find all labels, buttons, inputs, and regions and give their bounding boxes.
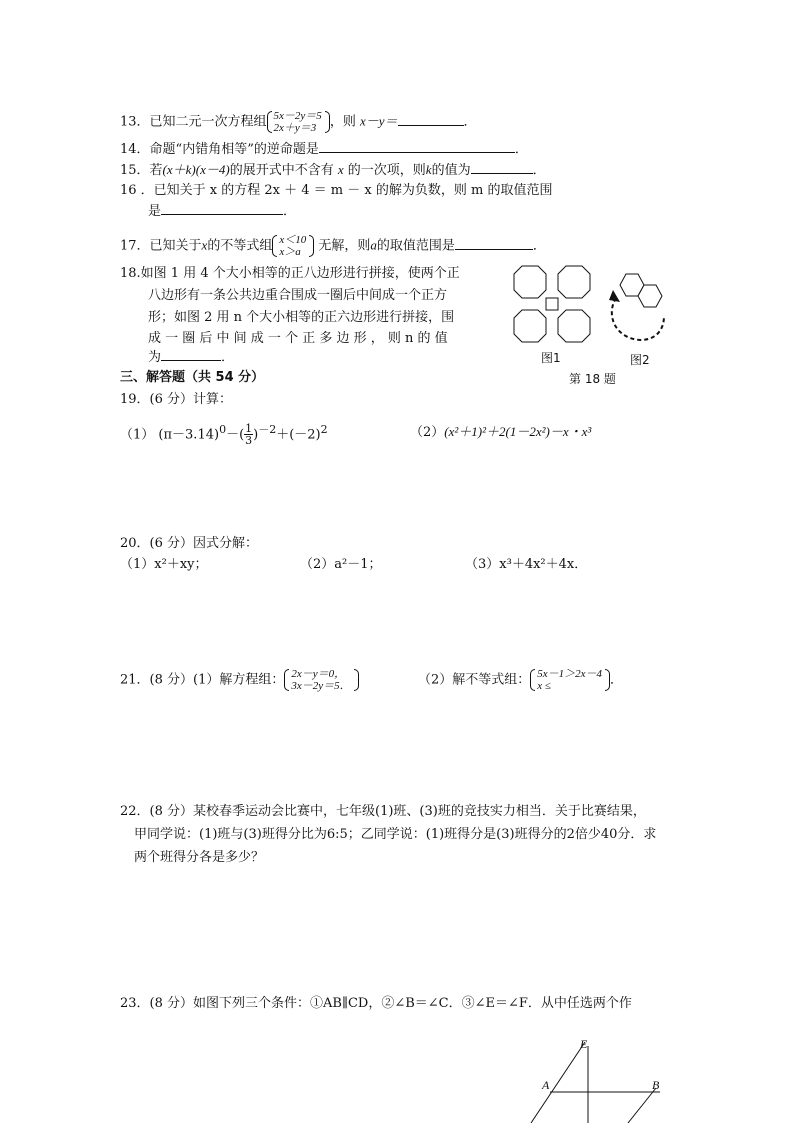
q17-mid3: 的取值范围是 <box>376 238 455 254</box>
q19-p1-a-exp: 0 <box>219 423 227 436</box>
q13-equation-system <box>267 110 330 134</box>
q21-inequality-system <box>530 668 610 692</box>
q18-answer-blank[interactable] <box>161 360 221 361</box>
q21-p2-label: （2）解不等式组： <box>418 672 531 688</box>
q17-mid2: 无解，则 <box>318 238 371 254</box>
q13-eq2: 2x＋y＝3 <box>273 122 317 134</box>
q21-eq1: 2x－y＝0， <box>291 668 346 680</box>
q15-end: ． <box>532 163 546 178</box>
figure-2-caption: 图2 <box>630 353 650 367</box>
q15-mid2: 的一次项，则 <box>347 163 426 178</box>
question-20-part2: （2）a²－1； <box>300 557 382 572</box>
q18-line2: 八边形有一条公共边重合围成一圈后中间成一个正方 <box>148 288 448 303</box>
q16-end: ． <box>283 204 297 219</box>
q13-prefix: 13．已知二元一次方程组 <box>120 114 267 130</box>
question-18-line5 <box>148 350 234 366</box>
q16-line1: 16 ．已知关于 x 的方程 2x ＋ 4 ＝ m － x 的解为负数，则 m 的取值范围 <box>120 183 553 198</box>
q19-p1-d-exp: 2 <box>320 423 328 436</box>
q21-heading: 21．(8 分）(1）解方程组： <box>120 672 285 688</box>
section-3-heading: 三、解答题（共 54 分） <box>120 370 265 385</box>
q23-label-a: A <box>542 1078 550 1092</box>
question-19-part2 <box>410 424 591 441</box>
question-18-line3 <box>148 310 454 326</box>
q13-answer-blank[interactable] <box>398 125 464 126</box>
question-22-line1: 22．(8 分）某校春季运动会比赛中，七年级(1)班、(3)班的竞技实力相当．关于比赛结果， <box>120 804 646 819</box>
q17-ineq1: x＜10 <box>279 234 307 246</box>
question-23-line1: 23．(8 分）如图下列三个条件：①AB∥CD，②∠B＝∠C．③∠E＝∠F．从中任选两个作 <box>120 996 632 1011</box>
question-20-part1: （1）x²＋xy； <box>120 557 208 572</box>
q19-p2-label: （2） <box>410 425 445 440</box>
q18-line1: 18.如图 1 用 4 个大小相等的正八边形进行拼接，使两个正 <box>120 266 460 281</box>
q17-mid: 的不等式组 <box>207 238 273 254</box>
q21-equation-system <box>284 668 358 692</box>
q19-p2-expr: (x²＋1)²＋2(1－2x²)－x・x³ <box>444 424 592 439</box>
q17-end: ． <box>532 238 546 254</box>
q16-answer-blank[interactable] <box>161 214 283 215</box>
q14-end: ． <box>514 142 528 157</box>
figure-2-hexagons <box>604 268 678 348</box>
question-18-line1 <box>120 266 460 282</box>
q21-ineq2: x ≤ <box>537 680 551 692</box>
q23-label-b: B <box>652 1078 660 1092</box>
q15-prefix: 15．若 <box>120 163 163 178</box>
q18-end: ． <box>221 350 235 365</box>
q15-var: x <box>337 162 344 177</box>
q19-fraction <box>244 423 253 446</box>
q17-var: x <box>201 237 208 253</box>
q13-expr: x－y＝ <box>359 113 398 129</box>
q19-p1-c: ) <box>253 427 259 443</box>
question-18-line2 <box>148 288 447 304</box>
question-20-heading: 20．(6 分）因式分解： <box>120 536 259 551</box>
q19-p1-c-exp: －2 <box>258 423 277 436</box>
q18-line3: 形；如图 2 用 n 个大小相等的正六边形进行拼接，围 <box>148 310 455 325</box>
question-17 <box>120 234 546 258</box>
q19-frac-num: 1 <box>245 422 253 436</box>
question-13 <box>120 110 477 134</box>
figure-1-caption: 图1 <box>541 351 561 365</box>
q17-var2: a <box>370 237 377 253</box>
question-16-line1 <box>120 183 552 199</box>
q13-mid: ，则 <box>329 114 356 130</box>
question-15 <box>120 162 546 179</box>
q18-line4: 成 一 圈 后 中 间 成 一 个 正 多 边 形 ， 则 n 的 值 <box>148 331 448 346</box>
q15-answer-blank[interactable] <box>471 173 533 174</box>
q13-eq1: 5x－2y＝5 <box>273 110 322 122</box>
q19-frac-den: 3 <box>245 434 253 448</box>
q21-ineq1: 5x－1＞2x－4 <box>537 668 603 680</box>
figure-18-caption: 第 18 题 <box>569 372 616 386</box>
question-21-part2 <box>418 668 623 692</box>
q23-label-e: E <box>580 1037 588 1051</box>
q15-var2: k <box>425 162 432 177</box>
q19-p1-d: ＋(－2) <box>276 427 321 443</box>
question-19-part1 <box>120 422 328 446</box>
question-20-part3: （3）x³＋4x²＋4x． <box>465 557 588 572</box>
q15-mid3: 的值为 <box>431 163 471 178</box>
q17-ineq2: x＞a <box>279 246 301 258</box>
q19-p1-a: (π－3.14) <box>158 427 220 443</box>
q21-end: ． <box>610 672 624 688</box>
q19-p1-b: －( <box>226 427 245 443</box>
question-18-line4 <box>148 331 448 347</box>
question-21 <box>120 668 359 692</box>
q15-expr: (x＋k)(x－4) <box>162 162 230 177</box>
question-16-line2 <box>148 204 296 220</box>
question-19-heading: 19．(6 分）计算： <box>120 392 233 407</box>
q14-answer-blank[interactable] <box>319 152 515 153</box>
q13-end: ． <box>463 114 477 130</box>
q14-text: 14．命题“内错角相等”的逆命题是 <box>120 142 319 157</box>
q17-answer-blank[interactable] <box>455 249 533 250</box>
q21-eq2: 3x－2y＝5． <box>291 680 351 692</box>
q15-mid: 的展开式中不含有 <box>229 163 334 178</box>
q19-p1-label: （1） <box>120 427 155 443</box>
q17-inequality-system <box>272 234 314 258</box>
q16-line2: 是 <box>148 204 162 219</box>
q18-line5: 为 <box>148 350 162 365</box>
question-22-line2: 甲同学说：(1)班与(3)班得分比为6:5；乙同学说：(1)班得分是(3)班得分的2倍少40分．求 <box>134 827 657 842</box>
question-22-line3: 两个班得分各是多少？ <box>134 850 265 865</box>
figure-1-octagons <box>512 264 592 344</box>
q17-prefix: 17．已知关于 <box>120 238 202 254</box>
question-14 <box>120 142 528 158</box>
